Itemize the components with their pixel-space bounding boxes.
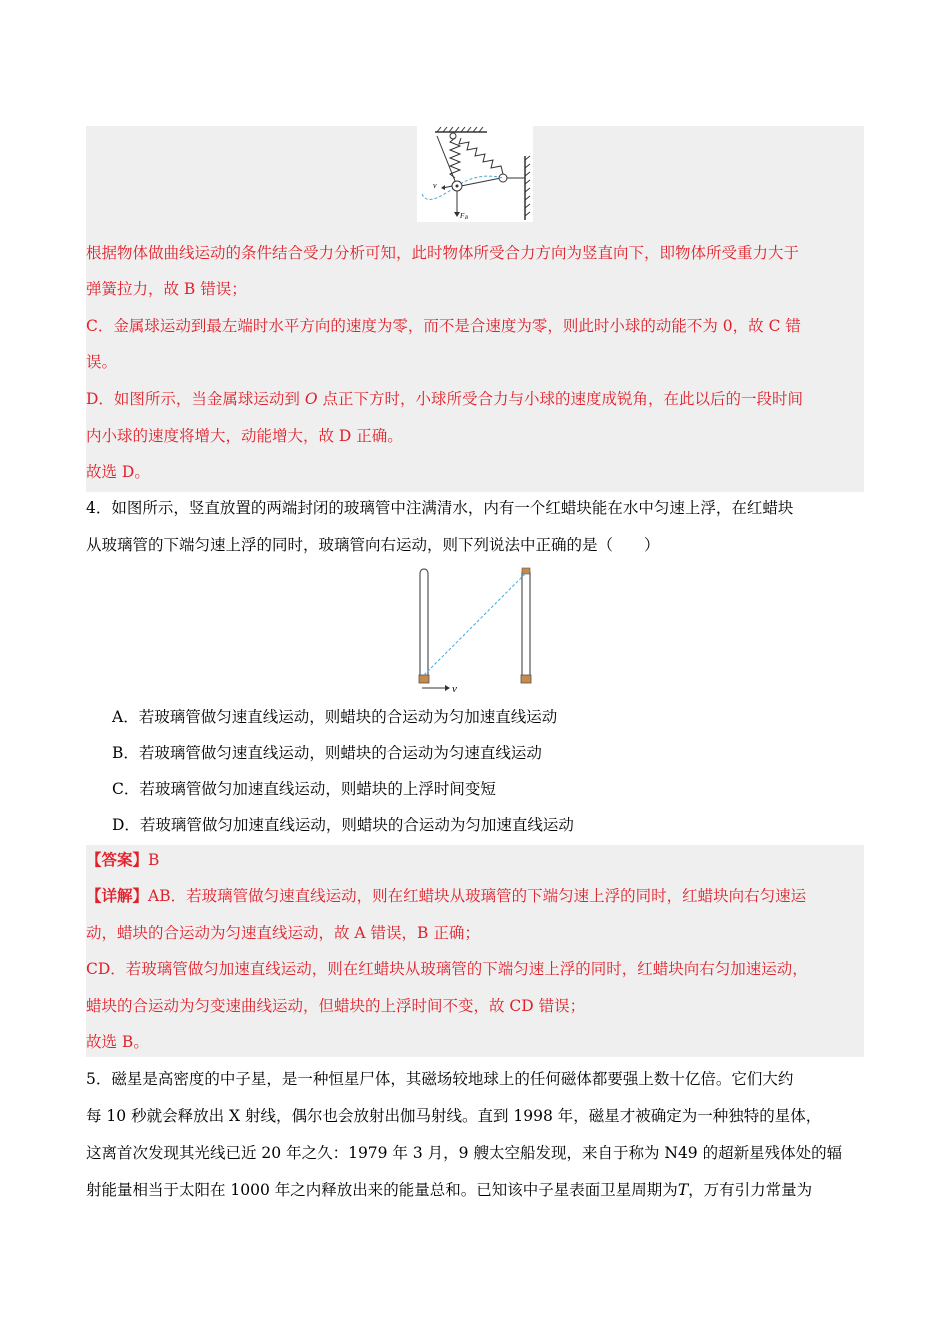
question-5-line-4-b: ，万有引力常量为	[688, 1181, 813, 1199]
velocity-label-v: v	[452, 683, 457, 695]
explanation-line-7: 故选 D。	[86, 463, 150, 481]
option-b: B．若玻璃管做匀速直线运动，则蜡块的合运动为匀速直线运动	[112, 744, 542, 762]
option-a: A．若玻璃管做匀速直线运动，则蜡块的合运动为匀加速直线运动	[112, 708, 558, 726]
explanation-line-5-a: D．如图所示，当金属球运动到	[86, 390, 305, 408]
answer-tag: 【答案】	[86, 850, 149, 869]
period-t-symbol: T	[677, 1181, 689, 1199]
answer-block-q4	[86, 845, 864, 1057]
explanation-line-5-b: 点正下方时，小球所受合力与小球的速度成锐角，在此以后的一段时间	[317, 390, 804, 408]
option-c: C．若玻璃管做匀加速直线运动，则蜡块的上浮时间变短	[112, 780, 496, 798]
question-5-line-4-a: 射能量相当于太阳在 1000 年之内释放出来的能量总和。已知该中子星表面卫星周期为	[86, 1181, 678, 1199]
detail-line-1-text: AB．若玻璃管做匀速直线运动，则在红蜡块从玻璃管的下端匀速上浮的同时，红蜡块向右匀速运	[148, 887, 807, 905]
answer-line	[86, 850, 159, 870]
option-d: D．若玻璃管做匀加速直线运动，则蜡块的合运动为匀加速直线运动	[112, 816, 574, 834]
question-5-line-1: 5．磁星是高密度的中子星，是一种恒星尸体，其磁场较地球上的任何磁体都要强上数十亿倍。它们大约	[86, 1070, 794, 1088]
explanation-line-6: 内小球的速度将增大，动能增大，故 D 正确。	[86, 427, 403, 445]
question-4-stem-line-1: 4．如图所示，竖直放置的两端封闭的玻璃管中注满清水，内有一个红蜡块能在水中匀速上浮，在红蜡块	[86, 499, 794, 517]
question-5-line-4	[86, 1180, 812, 1200]
detail-line-3: CD．若玻璃管做匀加速直线运动，则在红蜡块从玻璃管的下端匀速上浮的同时，红蜡块向右匀加速运动，	[86, 960, 808, 978]
glass-tube-figure	[414, 565, 536, 695]
question-4-stem-line-2: 从玻璃管的下端匀速上浮的同时，玻璃管向右运动，则下列说法中正确的是（ ）	[86, 536, 660, 554]
explanation-line-1: 根据物体做曲线运动的条件结合受力分析可知，此时物体所受合力方向为竖直向下，即物体所受重力大于	[86, 244, 800, 262]
force-subscript: B	[465, 216, 469, 221]
velocity-label: v	[433, 181, 437, 190]
force-label: F	[460, 212, 465, 220]
explanation-line-3: C．金属球运动到最左端时水平方向的速度为零，而不是合速度为零，则此时小球的动能不为 0，故 C 错	[86, 317, 801, 335]
question-5-line-2: 每 10 秒就会释放出 X 射线，偶尔也会放射出伽马射线。直到 1998 年，磁星才被确定为一种独特的星体，	[86, 1107, 822, 1125]
detail-line-4: 蜡块的合运动为匀变速曲线运动，但蜡块的上浮时间不变，故 CD 错误；	[86, 997, 586, 1015]
detail-line-2: 动，蜡块的合运动为匀速直线运动，故 A 错误，B 正确；	[86, 924, 480, 942]
detail-line-1	[86, 886, 806, 906]
explanation-line-4: 误。	[86, 353, 118, 371]
detail-tag: 【详解】	[86, 886, 149, 905]
answer-value: B	[148, 851, 160, 869]
explanation-line-5	[86, 389, 803, 409]
detail-line-5: 故选 B。	[86, 1033, 149, 1051]
spring-pendulum-figure	[417, 126, 533, 222]
question-5-line-3: 这离首次发现其光线已近 20 年之久：1979 年 3 月，9 艘太空船发现，来自于称为 N49 的超新星残体处的辐	[86, 1144, 843, 1162]
point-o-label: O	[304, 390, 318, 408]
explanation-line-2: 弹簧拉力，故 B 错误；	[86, 280, 247, 298]
